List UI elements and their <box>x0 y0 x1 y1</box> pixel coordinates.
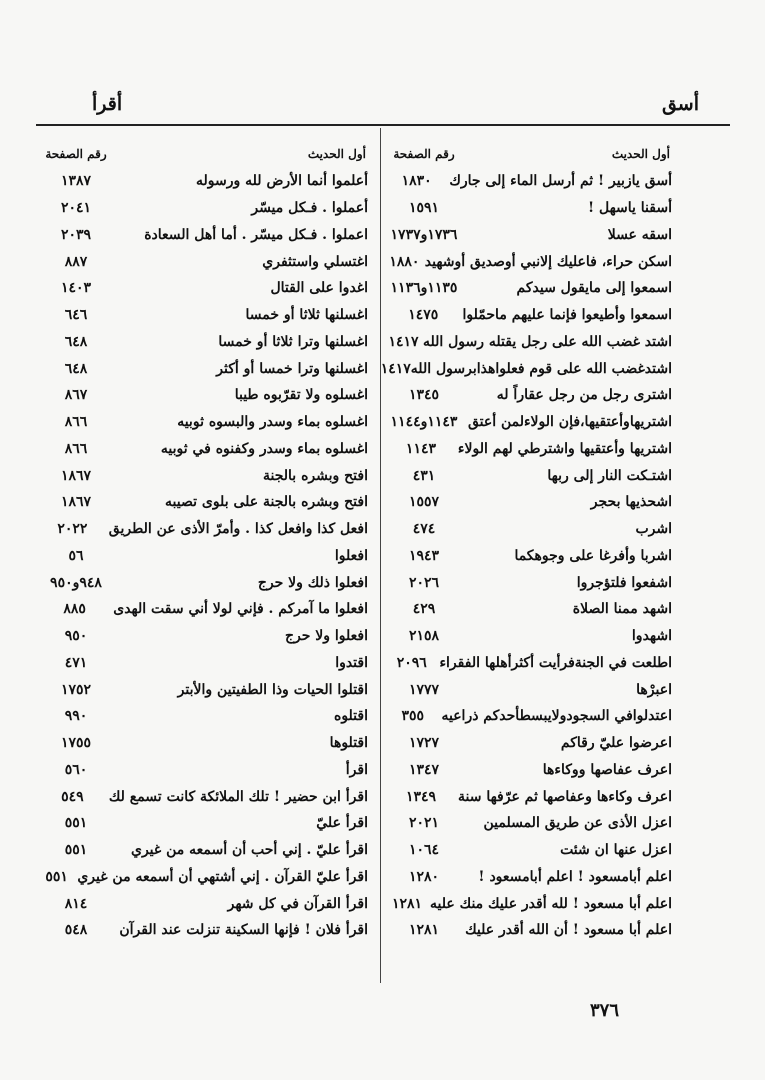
index-entry <box>36 382 372 409</box>
hadith-first-words: اقرأ عليّ القرآن . إني أشتهي أن أسمعه من غيري <box>77 868 368 885</box>
page-reference: ٨٨٧ <box>64 253 88 270</box>
page-number: ٣٧٦ <box>590 1000 620 1021</box>
index-entry <box>36 436 372 463</box>
hadith-first-words: افعلوا <box>334 547 368 564</box>
page-reference: ٥٦٠ <box>64 761 88 778</box>
page-number-label: رقم الصفحة <box>45 147 107 161</box>
index-entry <box>36 275 372 302</box>
running-header-right: أسق <box>661 93 699 115</box>
hadith-first-words: اشهد ممنا الصلاة <box>572 601 672 618</box>
index-entry <box>384 462 676 489</box>
index-entry <box>384 409 676 436</box>
hadith-first-words: أسق يازبير ! ثم أرسل الماء إلى جارك <box>449 173 672 190</box>
index-entry <box>36 195 372 222</box>
hadith-first-words: اقتدوا <box>335 654 368 671</box>
page-reference: ١٧٥٥ <box>60 735 92 752</box>
page-reference: ١٤٧٥ <box>408 307 439 324</box>
hadith-first-words: اغسلنها وترا خمسا أو أكثر <box>216 360 368 377</box>
index-entry <box>384 676 676 703</box>
hadith-first-words: اشتريهاوأعتقيها،فإن الولاءلمن أعتق <box>467 414 672 431</box>
page-reference: ١٤١٧ <box>380 360 411 377</box>
index-entry <box>36 462 372 489</box>
hadith-first-words: اقرأ ابن حضير ! تلك الملائكة كانت تسمع لك <box>108 788 368 805</box>
hadith-first-words: اقرأ فلان ! فإنها السكينة تنزلت عند القرآن <box>119 922 368 939</box>
hadith-first-words: اسمعوا إلى مايقول سيدكم <box>516 280 672 297</box>
index-entry <box>36 703 372 730</box>
hadith-first-words: افعلوا ذلك ولا حرج <box>257 574 368 591</box>
page-reference: ٦٤٨ <box>64 333 88 350</box>
index-entry <box>384 543 676 570</box>
hadith-first-words: افتح وبشره بالجنة على بلوى تصيبه <box>165 494 368 511</box>
page-reference: ١٢٨٠ <box>408 868 440 885</box>
index-entry <box>384 703 676 730</box>
hadith-first-words: اعزل عنها ان شئت <box>560 842 672 859</box>
hadith-first-words: اقرأ عليّ <box>316 815 368 832</box>
header-rule <box>36 124 730 126</box>
page-reference: ٥٦ <box>68 547 84 564</box>
page-reference: ١١٣٥و١١٣٦ <box>390 280 458 297</box>
index-entry <box>384 783 676 810</box>
index-entry <box>36 543 372 570</box>
hadith-first-words: اقتلوا الحيات وذا الطفيتين والأبتر <box>177 681 368 698</box>
hadith-first-words: اشفعوا فلتؤجروا <box>576 574 672 591</box>
index-entry <box>384 650 676 677</box>
index-entry <box>36 837 372 864</box>
hadith-first-words: اغسلنها ثلاثا أو خمسا <box>245 307 368 324</box>
hadith-first-words: افعلوا ولا حرج <box>284 628 368 645</box>
index-rows <box>380 168 676 944</box>
index-entry <box>36 569 372 596</box>
column-header <box>36 140 372 168</box>
hadith-first-words: اقتلوه <box>333 708 368 725</box>
index-entry <box>384 275 676 302</box>
page-reference: ٨٦٧ <box>64 387 88 404</box>
hadith-first-words: اشترى رجل من رجل عقاراً له <box>496 387 672 404</box>
index-entry <box>384 623 676 650</box>
page-reference: ١١٤٣ <box>405 440 436 457</box>
page-reference: ٨٦٦ <box>64 440 88 457</box>
index-entry <box>384 596 676 623</box>
page-number-label: رقم الصفحة <box>393 147 455 161</box>
index-entry <box>36 757 372 784</box>
page-reference: ٨١٤ <box>64 895 88 912</box>
column-divider <box>380 128 381 983</box>
page-reference: ٢٠٢١ <box>408 815 440 832</box>
index-entry <box>384 516 676 543</box>
page-reference: ٤٣١ <box>412 467 436 484</box>
index-entry <box>36 864 372 891</box>
index-entry <box>384 302 676 329</box>
hadith-first-words: اعرف وكاءها وعفاصها ثم عرّفها سنة <box>457 788 672 805</box>
page-reference: ١٧٣٦و١٧٣٧ <box>390 226 458 243</box>
page-reference: ٨٦٦ <box>64 414 88 431</box>
page-reference: ١٨٦٧ <box>60 494 92 511</box>
page-reference: ٨٨٥ <box>63 601 86 618</box>
hadith-first-words: اغدوا على القتال <box>270 280 368 297</box>
page-reference: ٥٥١ <box>64 815 88 832</box>
hadith-first-words: اعزل الأذى عن طريق المسلمين <box>483 815 672 832</box>
hadith-first-words: أعلموا أنما الأرض لله ورسوله <box>196 173 368 190</box>
index-entry <box>36 168 372 195</box>
hadith-first-words: اطلعت في الجنةفرأيت أكثرأهلها الفقراء <box>439 654 672 671</box>
index-entry <box>36 355 372 382</box>
hadith-first-words: اسقه عسلا <box>607 226 672 243</box>
hadith-first-words: اغسلوه بماء وسدر والبسوه ثوبيه <box>177 414 368 431</box>
page-reference: ١٢٨١ <box>391 895 423 912</box>
index-entry <box>384 810 676 837</box>
hadith-first-words: اسكن حراء، فاعليك إلانبي أوصديق أوشهيد <box>424 253 672 270</box>
index-entry <box>384 222 676 249</box>
hadith-first-words: اغسلنها وترا ثلاثا أو خمسا <box>218 333 368 350</box>
page-reference: ٩٩٠ <box>64 708 88 725</box>
page-reference: ٢٠٢٢ <box>57 521 88 538</box>
page-reference: ٢٠٩٦ <box>396 654 427 671</box>
page-reference: ١٨٨٠ <box>389 253 420 270</box>
page-reference: ٢٠٣٩ <box>60 226 92 243</box>
page-reference: ٥٥١ <box>64 842 88 859</box>
hadith-first-words: اشتد غضب الله على رجل يقتله رسول الله <box>422 333 672 350</box>
page-reference: ٤٧١ <box>64 654 88 671</box>
index-entry <box>380 355 676 382</box>
hadith-first-words: افعل كذا وافعل كذا . وأمرّ الأذى عن الطريق <box>108 521 368 538</box>
page-reference: ١١٤٣و١١٤٤ <box>390 414 458 431</box>
hadith-first-words: اعلم أبا مسعود ! أن الله أقدر عليك <box>465 922 672 939</box>
page-reference: ٢٠٢٦ <box>408 574 440 591</box>
page-reference: ٩٤٨و٩٥٠ <box>50 574 102 591</box>
first-words-label: أول الحديث <box>611 147 670 161</box>
index-entry <box>36 222 372 249</box>
hadith-first-words: اعملوا . فـكل ميسّر . أما أهل السعادة <box>144 226 368 243</box>
hadith-first-words: اعرضوا عليّ رقاكم <box>560 735 672 752</box>
index-entry <box>384 569 676 596</box>
hadith-first-words: اقرأ <box>345 761 368 778</box>
index-entry <box>36 329 372 356</box>
hadith-first-words: اعلم أبامسعود ! اعلم أبامسعود ! <box>478 868 672 885</box>
page-reference: ٢١٥٨ <box>408 628 440 645</box>
page-reference: ١٣٤٥ <box>408 387 440 404</box>
page-reference: ١٥٥٧ <box>408 494 440 511</box>
page-reference: ١٧٧٧ <box>408 681 440 698</box>
page-reference: ١٨٦٧ <box>60 467 92 484</box>
hadith-first-words: أعملوا . فـكل ميسّر <box>251 200 368 217</box>
index-entry <box>36 489 372 516</box>
first-words-label: أول الحديث <box>307 147 366 161</box>
index-entry <box>384 382 676 409</box>
page-reference: ١٣٤٧ <box>408 761 440 778</box>
hadith-first-words: أسقنا ياسهل ! <box>587 200 672 217</box>
page-reference: ١٤١٧ <box>388 333 419 350</box>
hadith-first-words: اسمعوا وأطيعوا فإنما عليهم ماحمّلوا <box>462 307 672 324</box>
hadith-first-words: اشتـكت النار إلى ربها <box>547 467 672 484</box>
hadith-first-words: اغتسلي واستثفري <box>262 253 368 270</box>
index-entry <box>384 168 676 195</box>
hadith-first-words: اشرب <box>635 521 672 538</box>
index-entry <box>384 864 676 891</box>
page-reference: ١٨٣٠ <box>401 173 432 190</box>
index-entry <box>36 650 372 677</box>
index-entry <box>36 623 372 650</box>
index-entry <box>36 248 372 275</box>
page-reference: ١٩٤٣ <box>408 547 440 564</box>
hadith-first-words: اشتريها وأعتقيها واشترطي لهم الولاء <box>457 440 672 457</box>
hadith-first-words: اعلم أبا مسعود ! لله أقدر عليك منك عليه <box>430 895 672 912</box>
index-entry <box>384 917 676 944</box>
hadith-first-words: اعتدلوافي السجودولايبسطأحدكم ذراعيه <box>441 708 672 725</box>
index-entry <box>384 329 676 356</box>
index-column-right <box>380 140 676 944</box>
hadith-first-words: اقرأ عليّ . إني أحب أن أسمعه من غيري <box>131 842 368 859</box>
page-reference: ٦٤٦ <box>64 307 88 324</box>
hadith-first-words: افتح وبشره بالجنة <box>263 467 368 484</box>
hadith-first-words: اغسلوه بماء وسدر وكفنوه في ثوبيه <box>160 440 368 457</box>
index-entry <box>36 676 372 703</box>
page-reference: ٤٧٤ <box>412 521 436 538</box>
index-rows <box>36 168 372 944</box>
page-reference: ١٤٠٣ <box>60 280 92 297</box>
index-entry <box>384 489 676 516</box>
page-reference: ١٣٨٧ <box>60 173 92 190</box>
page-reference: ١٥٩١ <box>408 200 440 217</box>
index-entry <box>36 783 372 810</box>
page-reference: ٣٥٥ <box>401 708 425 725</box>
page-reference: ٥٥١ <box>45 868 68 885</box>
page-reference: ٩٥٠ <box>64 628 88 645</box>
page-reference: ١٢٨١ <box>408 922 440 939</box>
page-reference: ٥٤٨ <box>64 922 88 939</box>
index-entry <box>36 890 372 917</box>
index-entry <box>384 248 676 275</box>
index-entry <box>36 730 372 757</box>
index-entry <box>36 810 372 837</box>
page-reference: ١٧٢٧ <box>408 735 440 752</box>
hadith-first-words: افعلوا ما آمركم . فإني لولا أني سقت الهدى <box>113 601 368 618</box>
index-entry <box>384 837 676 864</box>
index-column-left <box>36 140 372 944</box>
page-reference: ٥٤٩ <box>61 788 84 805</box>
page-reference: ١٣٤٩ <box>405 788 437 805</box>
hadith-first-words: اعبرْها <box>636 681 672 698</box>
index-entry <box>384 195 676 222</box>
hadith-first-words: اشحذيها بحجر <box>590 494 672 511</box>
page-reference: ٤٢٩ <box>412 601 436 618</box>
index-entry <box>384 890 676 917</box>
page-reference: ٦٤٨ <box>64 360 88 377</box>
index-entry <box>36 917 372 944</box>
index-entry <box>36 516 372 543</box>
hadith-first-words: اقرأ القرآن في كل شهر <box>227 895 368 912</box>
index-entry <box>384 730 676 757</box>
running-header-left: أقرأ <box>92 93 123 115</box>
index-entry <box>384 757 676 784</box>
index-entry <box>36 302 372 329</box>
hadith-first-words: اشهدوا <box>631 628 672 645</box>
hadith-first-words: اعرف عفاصها ووكاءها <box>542 761 672 778</box>
hadith-first-words: اغسلوه ولا تقرّبوه طيبا <box>234 387 368 404</box>
hadith-first-words: اشتدغضب الله على قوم فعلواهذابرسول الله <box>410 360 672 377</box>
index-entry <box>36 596 372 623</box>
hadith-first-words: اقتلوها <box>329 735 368 752</box>
column-header <box>384 140 676 168</box>
page-reference: ١٠٦٤ <box>408 842 440 859</box>
index-entry <box>384 436 676 463</box>
page-reference: ١٧٥٢ <box>60 681 92 698</box>
hadith-first-words: اشربا وأفرغا على وجوهكما <box>514 547 672 564</box>
page-reference: ٢٠٤١ <box>60 200 92 217</box>
index-entry <box>36 409 372 436</box>
